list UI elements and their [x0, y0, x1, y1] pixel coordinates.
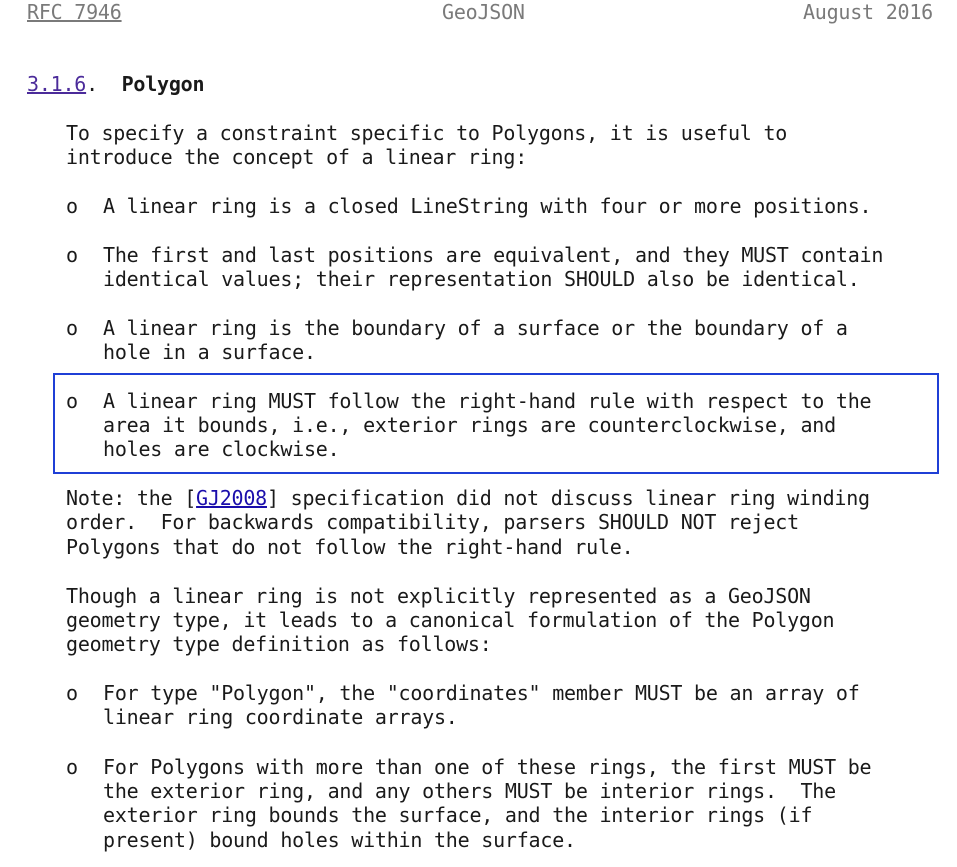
- gj2008-reference-link[interactable]: GJ2008: [196, 486, 267, 510]
- bullet-marker: o: [66, 389, 78, 413]
- section-number-link[interactable]: 3.1.6: [27, 72, 87, 96]
- bullet-marker: o: [66, 681, 78, 705]
- document-title: GeoJSON: [442, 0, 525, 24]
- section-heading: [27, 72, 204, 96]
- bullet-text: The first and last positions are equivalent, and they MUST contain: [103, 243, 884, 267]
- bullet-text: hole in a surface.: [103, 340, 316, 364]
- document-date: August 2016: [802, 0, 933, 24]
- paragraph-line: geometry type definition as follows:: [66, 632, 492, 656]
- rfc-number[interactable]: RFC 7946: [27, 0, 122, 24]
- bullet-text: A linear ring is the boundary of a surface or the boundary of a: [103, 316, 848, 340]
- section-title: Polygon: [121, 72, 205, 96]
- intro-line: introduce the concept of a linear ring:: [66, 145, 528, 169]
- bullet-text: A linear ring MUST follow the right-hand rule with respect to the: [103, 389, 872, 413]
- bullet-text: exterior ring bounds the surface, and the interior rings (if: [103, 803, 813, 827]
- bullet-text: For type "Polygon", the "coordinates" member MUST be an array of: [103, 681, 860, 705]
- bullet-text: linear ring coordinate arrays.: [103, 705, 458, 729]
- note-line: [66, 486, 870, 510]
- bullet-text: holes are clockwise.: [103, 437, 340, 461]
- bullet-marker: o: [66, 316, 78, 340]
- bullet-text: area it bounds, i.e., exterior rings are counterclockwise, and: [103, 413, 836, 437]
- paragraph-line: Though a linear ring is not explicitly represented as a GeoJSON: [66, 584, 811, 608]
- note-suffix: ] specification did not discuss linear ring winding: [266, 486, 870, 510]
- note-line: Polygons that do not follow the right-hand rule.: [66, 535, 634, 559]
- note-line: order. For backwards compatibility, parsers SHOULD NOT reject: [66, 510, 799, 534]
- bullet-text: A linear ring is a closed LineString with four or more positions.: [103, 194, 872, 218]
- bullet-marker: o: [66, 194, 78, 218]
- bullet-text: present) bound holes within the surface.: [103, 828, 576, 852]
- note-prefix: Note: the [: [66, 486, 197, 510]
- page-header: [27, 0, 933, 24]
- paragraph-line: geometry type, it leads to a canonical formulation of the Polygon: [66, 608, 835, 632]
- intro-line: To specify a constraint specific to Polygons, it is useful to: [66, 121, 788, 145]
- bullet-text: the exterior ring, and any others MUST be interior rings. The: [103, 779, 836, 803]
- section-heading-dot: .: [86, 72, 122, 96]
- bullet-marker: o: [66, 755, 78, 779]
- bullet-text: identical values; their representation SHOULD also be identical.: [103, 267, 860, 291]
- bullet-text: For Polygons with more than one of these rings, the first MUST be: [103, 755, 872, 779]
- bullet-marker: o: [66, 243, 78, 267]
